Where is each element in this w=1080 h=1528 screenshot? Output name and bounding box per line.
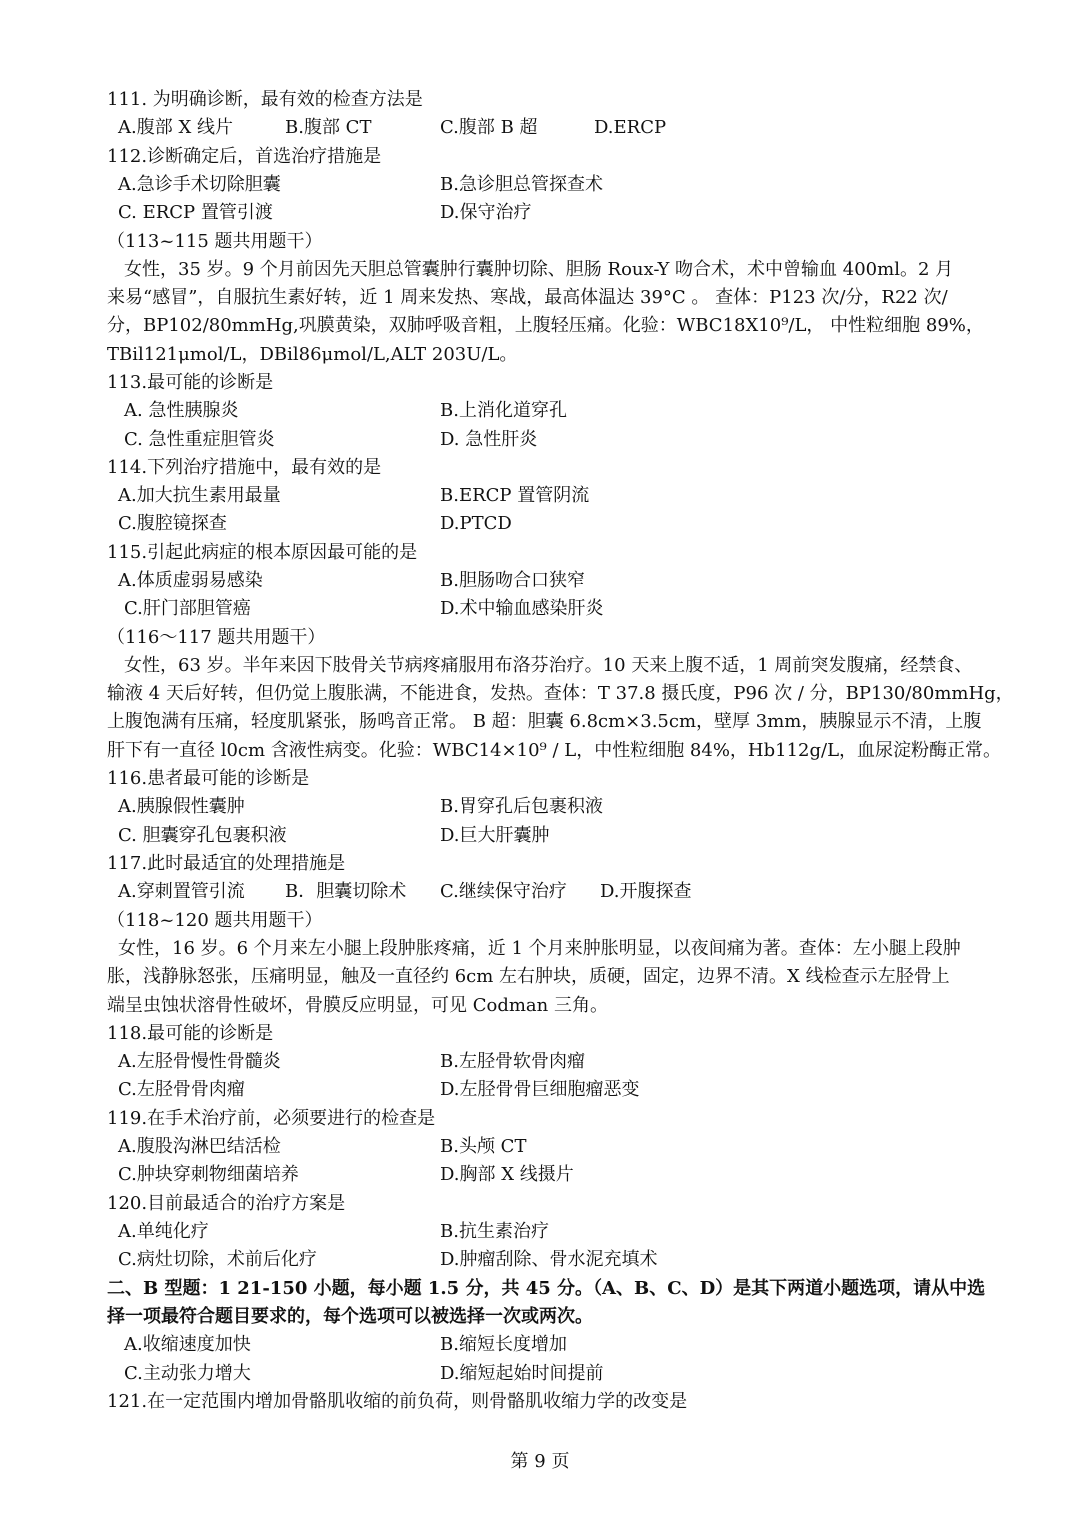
- question-115-option-c: C.肝门部胆管癌: [124, 598, 251, 619]
- question-118-option-a: A.左胫骨慢性骨髓炎: [118, 1051, 281, 1072]
- group-118-header: （118~120 题共用题干）: [107, 910, 323, 931]
- question-118-option-d: D.左胫骨骨巨细胞瘤恶变: [440, 1079, 640, 1100]
- question-112-option-c: C. ERCP 置管引渡: [118, 202, 273, 223]
- question-114-stem: 114.下列治疗措施中，最有效的是: [107, 457, 382, 478]
- question-114-option-b: B.ERCP 置管阴流: [440, 485, 590, 506]
- question-117-stem: 117.此时最适宜的处理措施是: [107, 853, 346, 874]
- section-b-instructions: 择一项最符合题目要求的，每个选项可以被选择一次或两次。: [107, 1306, 593, 1327]
- section-b-option-b: B.缩短长度增加: [440, 1334, 567, 1355]
- question-117-option-a: A.穿刺置管引流: [118, 881, 245, 902]
- question-120-option-c: C.病灶切除，术前后化疗: [118, 1249, 317, 1270]
- question-114-option-c: C.腹腔镜探查: [118, 513, 227, 534]
- question-121-stem: 121.在一定范围内增加骨骼肌收缩的前负荷，则骨骼肌收缩力学的改变是: [107, 1391, 688, 1412]
- question-115-stem: 115.引起此病症的根本原因最可能的是: [107, 542, 418, 563]
- question-116-option-a: A.胰腺假性囊肿: [118, 796, 245, 817]
- question-111-option-c: C.腹部 B 超: [440, 117, 538, 138]
- section-b-instructions: 二、B 型题：1 21-150 小题，每小题 1.5 分，共 45 分。（A、B、C、D）是其下两道小题选项，请从中选: [107, 1278, 986, 1299]
- group-116-case-line: 肝下有一直径 l0cm 含液性病变。化验：WBC14×10⁹ / L，中性粒细胞 84%，Hb112g/L，血尿淀粉酶正常。: [107, 740, 1002, 761]
- question-119-option-b: B.头颅 CT: [440, 1136, 527, 1157]
- group-116-case-line: 输液 4 天后好转，但仍觉上腹胀满，不能进食，发热。查体：T 37.8 摄氏度，P96 次 / 分，BP130/80mmHg，: [107, 683, 1014, 704]
- question-116-option-d: D.巨大肝囊肿: [440, 825, 550, 846]
- question-116-stem: 116.患者最可能的诊断是: [107, 768, 310, 789]
- question-116-option-c: C. 胆囊穿孔包裹积液: [118, 825, 287, 846]
- question-118-stem: 118.最可能的诊断是: [107, 1023, 274, 1044]
- question-120-option-d: D.肿瘤刮除、骨水泥充填术: [440, 1249, 658, 1270]
- question-111-option-a: A.腹部 X 线片: [118, 117, 233, 138]
- group-116-header: （116～117 题共用题干）: [107, 627, 326, 648]
- question-113-option-a: A. 急性胰腺炎: [124, 400, 239, 421]
- question-112-option-a: A.急诊手术切除胆囊: [118, 174, 281, 195]
- question-115-option-d: D.术中输血感染肝炎: [440, 598, 604, 619]
- group-116-case-line: 上腹饱满有压痛，轻度肌紧张，肠鸣音正常。 B 超：胆囊 6.8cm×3.5cm，壁厚 3mm，胰腺显示不清，上腹: [107, 711, 982, 732]
- group-113-header: （113~115 题共用题干）: [107, 231, 323, 252]
- question-117-option-b: B．胆囊切除术: [285, 881, 407, 902]
- group-113-case-line: 来易“感冒”，自服抗生素好转，近 1 周来发热、寒战，最高体温达 39°C 。 查体：P123 次/分，R22 次/: [107, 287, 948, 308]
- question-119-stem: 119.在手术治疗前，必须要进行的检查是: [107, 1108, 436, 1129]
- question-111-option-b: B.腹部 CT: [285, 117, 372, 138]
- group-118-case-line: 胀，浅静脉怒张，压痛明显，触及一直径约 6cm 左右肿块，质硬，固定，边界不清。X 线检查示左胫骨上: [107, 966, 950, 987]
- question-119-option-d: D.胸部 X 线摄片: [440, 1164, 574, 1185]
- question-118-option-b: B.左胫骨软骨肉瘤: [440, 1051, 585, 1072]
- question-113-option-d: D. 急性肝炎: [440, 429, 538, 450]
- group-113-case-line: TBil121μmol/L，DBil86μmol/L,ALT 203U/L。: [107, 344, 518, 365]
- question-120-stem: 120.目前最适合的治疗方案是: [107, 1193, 346, 1214]
- section-b-option-a: A.收缩速度加快: [124, 1334, 251, 1355]
- page-number: 第 9 页: [510, 1451, 570, 1472]
- question-112-option-d: D.保守治疗: [440, 202, 532, 223]
- question-115-option-a: A.体质虚弱易感染: [118, 570, 263, 591]
- section-b-option-c: C.主动张力增大: [124, 1363, 251, 1384]
- question-113-option-c: C. 急性重症胆管炎: [124, 429, 275, 450]
- question-120-option-b: B.抗生素治疗: [440, 1221, 549, 1242]
- question-117-option-d: D.开腹探查: [600, 881, 692, 902]
- question-117-option-c: C.继续保守治疗: [440, 881, 567, 902]
- question-114-option-a: A.加大抗生素用最量: [118, 485, 281, 506]
- question-113-stem: 113.最可能的诊断是: [107, 372, 274, 393]
- question-118-option-c: C.左胫骨骨肉瘤: [118, 1079, 245, 1100]
- question-116-option-b: B.胃穿孔后包裹积液: [440, 796, 603, 817]
- group-113-case-line: 女性，35 岁。9 个月前因先天胆总管囊肿行囊肿切除、胆肠 Roux-Y 吻合术，术中曾输血 400ml。2 月: [124, 259, 954, 280]
- question-112-option-b: B.急诊胆总管探查术: [440, 174, 603, 195]
- question-111-stem: 111. 为明确诊断，最有效的检查方法是: [107, 89, 423, 110]
- question-113-option-b: B.上消化道穿孔: [440, 400, 567, 421]
- question-112-stem: 112.诊断确定后，首选治疗措施是: [107, 146, 382, 167]
- group-113-case-line: 分，BP102/80mmHg,巩膜黄染，双肺呼吸音粗，上腹轻压痛。化验：WBC18X10⁹/L， 中性粒细胞 89%，: [107, 315, 984, 336]
- question-119-option-c: C.肿块穿刺物细菌培养: [118, 1164, 299, 1185]
- question-114-option-d: D.PTCD: [440, 513, 512, 534]
- question-111-option-d: D.ERCP: [594, 117, 667, 138]
- question-119-option-a: A.腹股沟淋巴结活检: [118, 1136, 281, 1157]
- question-120-option-a: A.单纯化疗: [118, 1221, 209, 1242]
- group-116-case-line: 女性，63 岁。半年来因下肢骨关节病疼痛服用布洛芬治疗。10 天来上腹不适，1 周前突发腹痛，经禁食、: [124, 655, 973, 676]
- question-115-option-b: B.胆肠吻合口狭窄: [440, 570, 585, 591]
- section-b-option-d: D.缩短起始时间提前: [440, 1363, 604, 1384]
- group-118-case-line: 女性，16 岁。6 个月来左小腿上段肿胀疼痛，近 1 个月来肿胀明显，以夜间痛为著。查体：左小腿上段肿: [118, 938, 961, 959]
- group-118-case-line: 端呈虫蚀状溶骨性破坏，骨膜反应明显，可见 Codman 三角。: [107, 995, 608, 1016]
